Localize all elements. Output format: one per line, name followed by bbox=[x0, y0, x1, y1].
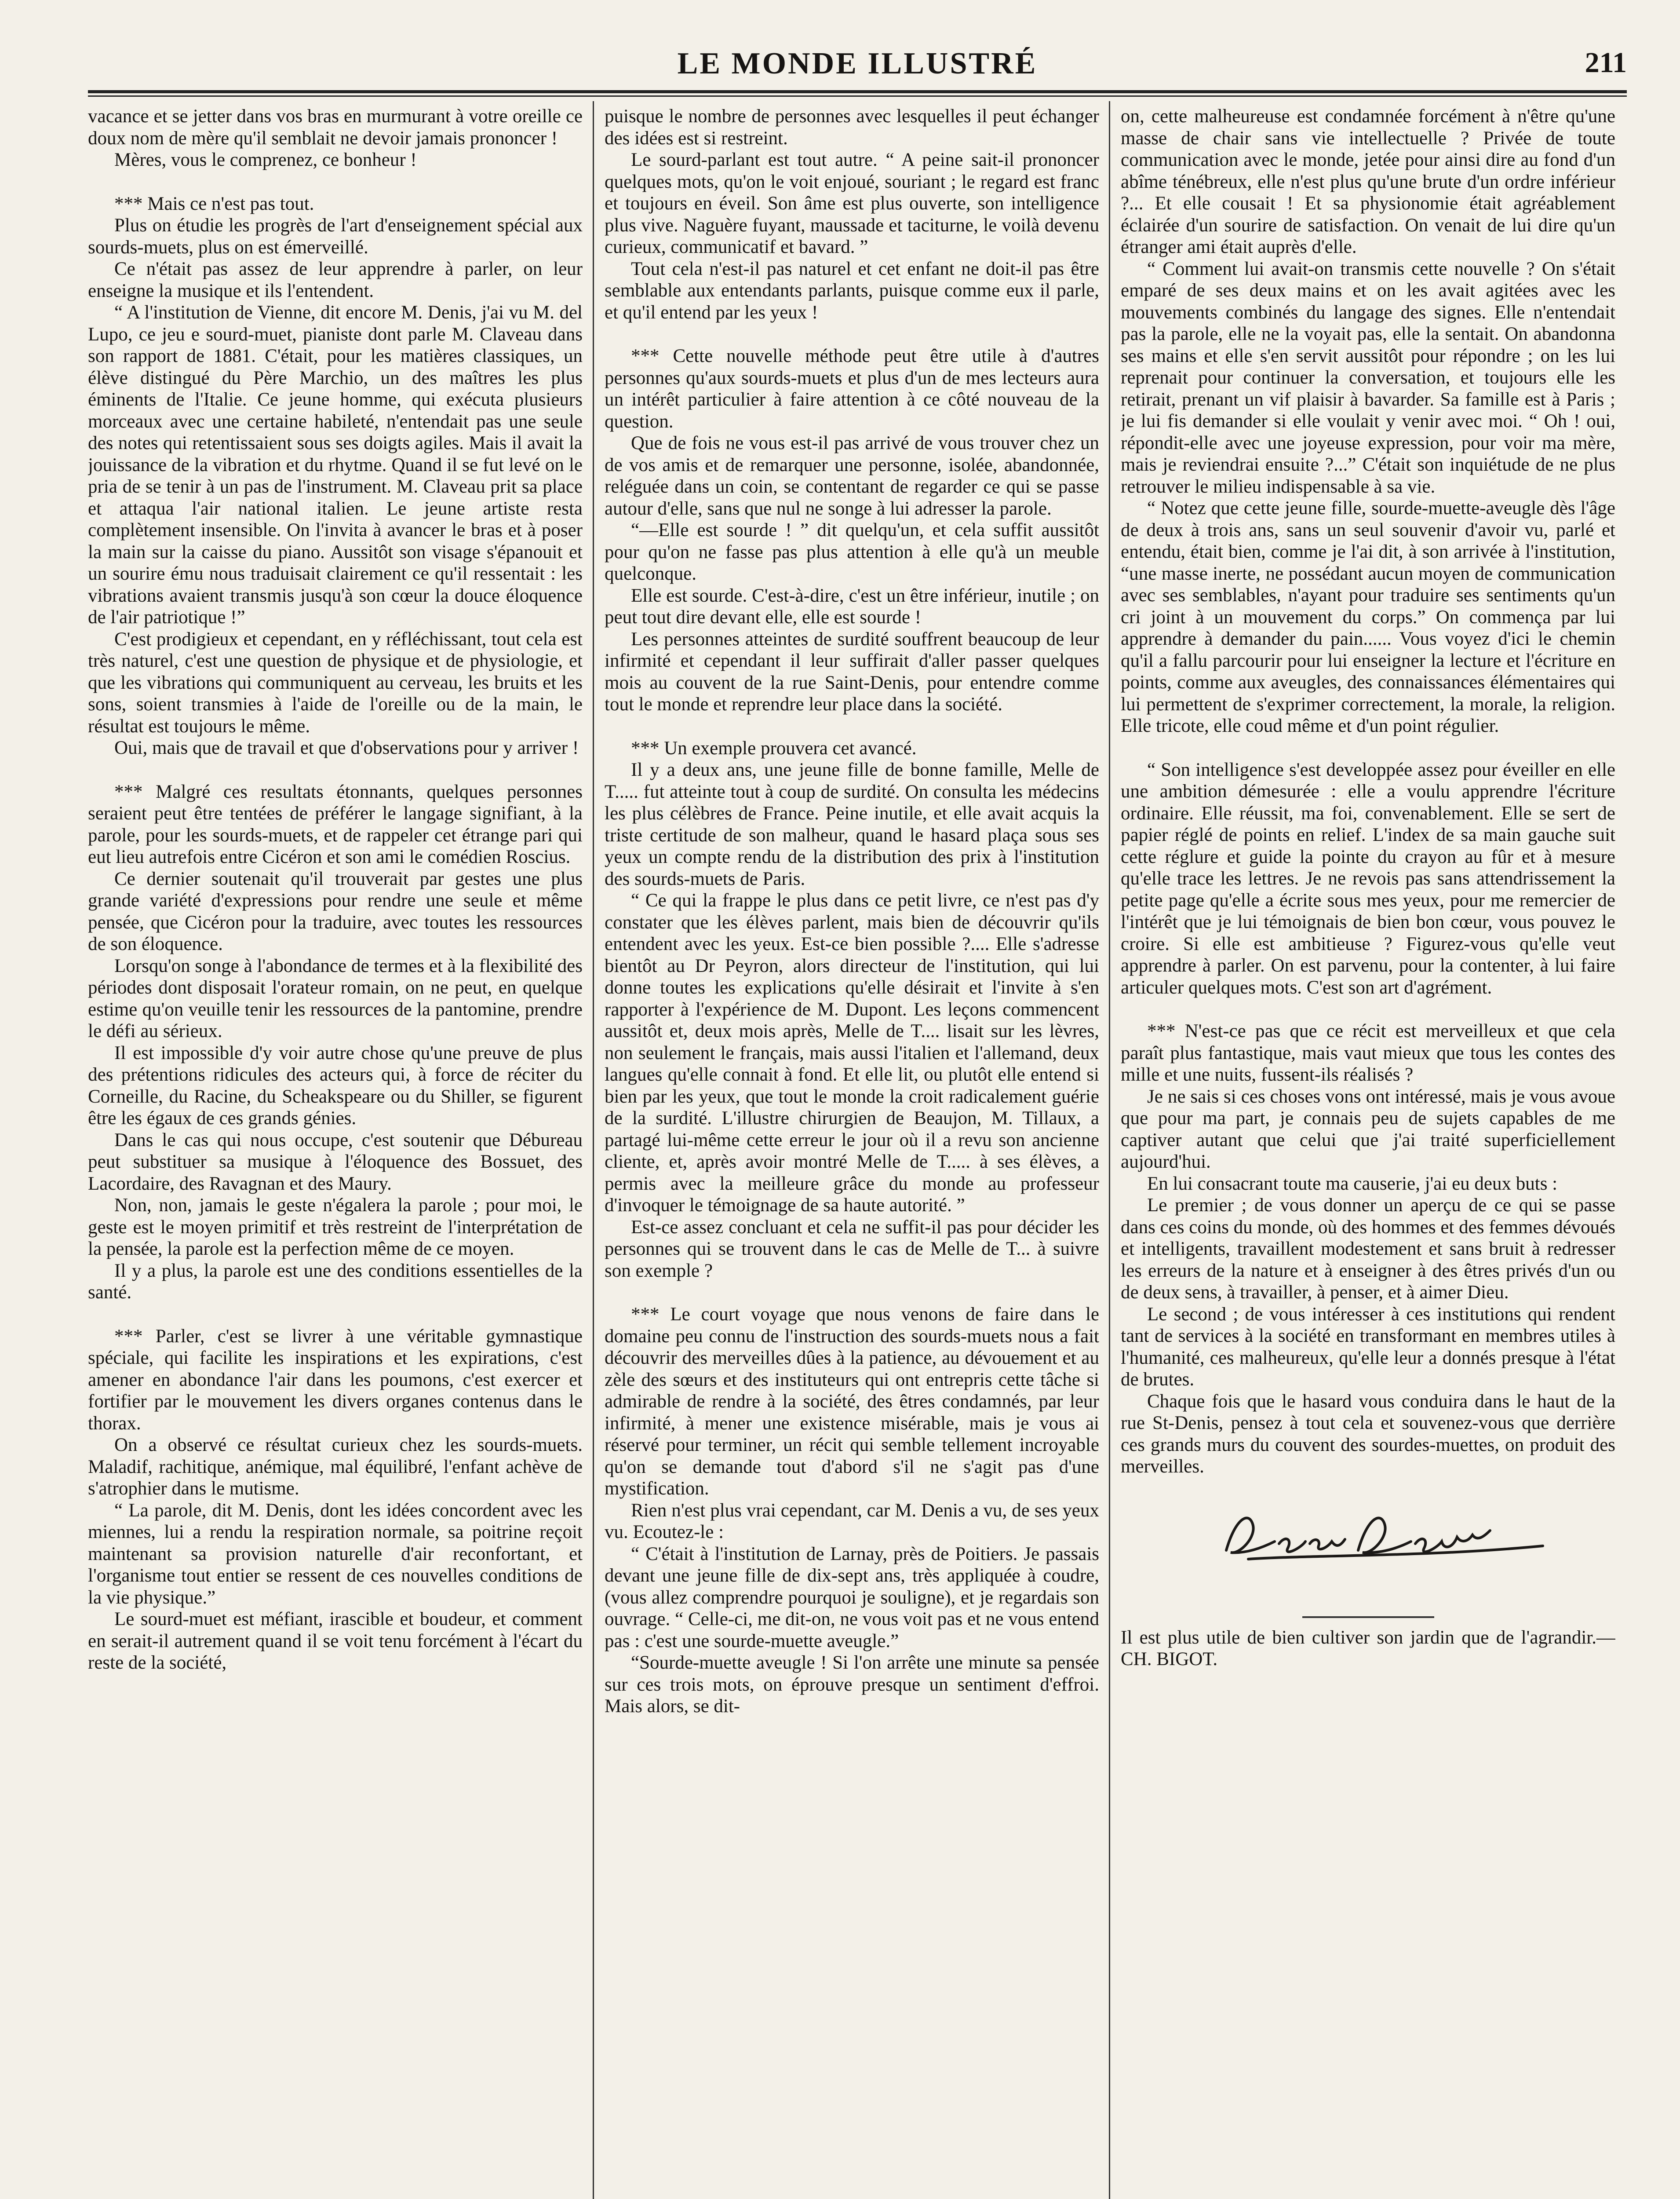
paragraph: Il est impossible d'y voir autre chose qu'une preuve de plus des prétentions ridicules des acteurs qui, à force de réciter du Corneille, du Racine, du Scheakspeare ou du Shiller, se figurent être les égaux de ces grands génies. bbox=[88, 1042, 583, 1129]
separator-rule bbox=[1302, 1616, 1434, 1618]
paragraph: *** Le court voyage que nous venons de faire dans le domaine peu connu de l'instruction des sourds-muets nous a fait découvrir des merveilles dûes à la patience, au dévouement et au zèle des sœurs et des instituteurs qui ont entrepris cette tâche si admirable de rendre à la société, des êtres condamnés, par leur infirmité, à mener une existence misérable, mais je vous ai réservé pour terminer, un récit qui semble tellement incroyable qu'on se demande tout d'abord s'il ne s'agit pas d'une mystification. bbox=[605, 1304, 1099, 1499]
column-divider bbox=[593, 101, 594, 2199]
signature-image bbox=[1209, 1502, 1560, 1568]
paragraph: Le sourd-muet est méfiant, irascible et boudeur, et comment en serait-il autrement quand il se voit tenu forcément à l'écart du reste de la société, bbox=[88, 1609, 583, 1673]
page-header bbox=[88, 46, 1627, 88]
paragraph: Dans le cas qui nous occupe, c'est soutenir que Débureau peut substituer sa musique à l'éloquence des Bossuet, des Lacordaire, des Ravagnan et des Maury. bbox=[88, 1129, 583, 1194]
page-number: 211 bbox=[1585, 47, 1627, 79]
paragraph: “ La parole, dit M. Denis, dont les idées concordent avec les miennes, lui a rendu la respiration normale, sa poitrine reçoit maintenant sa provision naturelle d'air reconfortant, et l'organisme tout entier se ressent de ces nouvelles conditions de la vie physique.” bbox=[88, 1500, 583, 1608]
paragraph: *** Parler, c'est se livrer à une véritable gymnastique spéciale, qui facilite les inspirations et les expirations, c'est amener en abondance l'air dans les poumons, c'est exercer et fortifier par le mouvement les divers organes contenus dans le thorax. bbox=[88, 1326, 583, 1434]
paragraph: Est-ce assez concluant et cela ne suffit-il pas pour décider les personnes qui se trouvent dans le cas de Melle de T... à suivre son exemple ? bbox=[605, 1216, 1099, 1281]
paragraph: Les personnes atteintes de surdité souffrent beaucoup de leur infirmité et cependant il leur suffirait d'aller passer quelques mois au couvent de la rue Saint-Denis, pour entendre comme tout le monde et reprendre leur place dans la société. bbox=[605, 628, 1099, 715]
footer-quote: Il est plus utile de bien cultiver son jardin que de l'agrandir.— CH. BIGOT. bbox=[1121, 1627, 1615, 1669]
paragraph: *** Cette nouvelle méthode peut être utile à d'autres personnes qu'aux sourds-muets et plus d'un de mes lecteurs aura un intérêt particulier à faire attention à ce côté nouveau de la question. bbox=[605, 346, 1099, 432]
paragraph: puisque le nombre de personnes avec lesquelles il peut échanger des idées est si restreint. bbox=[605, 106, 1099, 149]
paragraph: On a observé ce résultat curieux chez les sourds-muets. Maladif, rachitique, anémique, mal équilibré, l'enfant achève de s'atrophier dans le mutisme. bbox=[88, 1435, 583, 1499]
paragraph: *** Un exemple prouvera cet avancé. bbox=[631, 738, 917, 759]
paragraph: Mères, vous le comprenez, ce bonheur ! bbox=[114, 150, 417, 170]
journal-title: LE MONDE ILLUSTRÉ bbox=[677, 47, 1038, 80]
column-divider bbox=[1109, 101, 1110, 2199]
paragraph: Que de fois ne vous est-il pas arrivé de vous trouver chez un de vos amis et de remarquer une personne, isolée, abandonnée, reléguée dans un coin, se contentant de regarder ce qui se passe autour d'elle, sans que nul ne songe à lui adresser la parole. bbox=[605, 433, 1099, 519]
header-rule-thin bbox=[88, 95, 1627, 97]
paragraph: “ Son intelligence s'est developpée assez pour éveiller en elle une ambition démesurée : elle a voulu apprendre l'écriture ordinaire. Elle réussit, ma foi, convenablement. Elle se sert de papier réglé de points en relief. L'index de sa main gauche suit cette réglure et guide la pointe du crayon au fûr et à mesure qu'elle trace les lettres. Je ne revois pas sans attendrissement la petite page qu'elle a écrite sous mes yeux, pour me remercier de l'intérêt que je lui témoignais de bien bon cœur, vous pouvez le croire. Si elle est ambitieuse ? Figurez-vous qu'elle veut apprendre à parler. On est parvenu, pour la contenter, à lui faire articuler quelques mots. C'est son art d'agrément. bbox=[1121, 759, 1615, 998]
text-column-3 bbox=[1121, 106, 1615, 2199]
paragraph: Oui, mais que de travail et que d'observations pour y arriver ! bbox=[114, 738, 579, 758]
paragraph: *** Mais ce n'est pas tout. bbox=[114, 193, 314, 214]
text-column-2 bbox=[605, 106, 1099, 2199]
paragraph: “ C'était à l'institution de Larnay, près de Poitiers. Je passais devant une jeune fille de dix-sept ans, très appliquée à coudre, (vous allez comprendre pourquoi je souligne), et je regardais son ouvrage. “ Celle-ci, me dit-on, ne vous voit pas et ne vous entend pas : c'est une sourde-muette aveugle.” bbox=[605, 1543, 1099, 1651]
paragraph: *** N'est-ce pas que ce récit est merveilleux et que cela paraît plus fantastique, mais vaut mieux que tous les contes des mille et une nuits, fussent-ils réalisés ? bbox=[1121, 1021, 1615, 1085]
paragraph: “ Notez que cette jeune fille, sourde-muette-aveugle dès l'âge de deux à trois ans, sans un seul souvenir d'avoir vu, parlé et entendu, était bien, comme je l'ai dit, à son arrivée à l'institution, “une masse inerte, ne possédant aucun moyen de communication avec ses semblables, n'ayant pour traduire ses sentiments qu'un cri joint à un mouvement du corps.” On commença par lui apprendre à demander du pain...... Vous voyez d'ici le chemin qu'il a fallu parcourir pour lui enseigner la lecture et l'écriture en points, comme aux aveugles, des connaissances élémentaires qui lui permettent de s'exprimer correctement, la morale, la religion. Elle tricote, elle coud même et d'un point régulier. bbox=[1121, 498, 1615, 736]
text-column-3-body bbox=[1121, 106, 1615, 1478]
paragraph: Il y a plus, la parole est une des conditions essentielles de la santé. bbox=[88, 1260, 583, 1303]
paragraph: Rien n'est plus vrai cependant, car M. Denis a vu, de ses yeux vu. Ecoutez-le : bbox=[605, 1500, 1099, 1542]
paragraph: “—Elle est sourde ! ” dit quelqu'un, et cela suffit aussitôt pour qu'on ne fasse pas plus attention à elle qu'à un meuble quelconque. bbox=[605, 520, 1099, 584]
paragraph: Chaque fois que le hasard vous conduira dans le haut de la rue St-Denis, pensez à tout cela et souvenez-vous que derrière ces grands murs du couvent des sourdes-muettes, on produit des merveilles. bbox=[1121, 1391, 1615, 1477]
paragraph: Il y a deux ans, une jeune fille de bonne famille, Melle de T..... fut atteinte tout à coup de surdité. On consulta les médecins les plus célèbres de France. Peine inutile, et elle avait acquis la triste certitude de son malheur, quand le hasard plaça sous ses yeux un compte rendu de la distribution des prix à l'institution des sourds-muets de Paris. bbox=[605, 760, 1099, 889]
paragraph: Le second ; de vous intéresser à ces institutions qui rendent tant de services à la société en transformant en membres utiles à l'humanité, ces malheureux, qu'elle leur a donnés presque à l'état de brutes. bbox=[1121, 1304, 1615, 1390]
paragraph: Lorsqu'on songe à l'abondance de termes et à la flexibilité des périodes dont disposait l'orateur romain, on ne peut, en quelque estime qu'on veuille tenir les ressources de la pantomine, prendre le défi au sérieux. bbox=[88, 955, 583, 1041]
paragraph: “ A l'institution de Vienne, dit encore M. Denis, j'ai vu M. del Lupo, ce jeu e sourd-muet, pianiste dont parle M. Claveau dans son rapport de 1881. C'était, pour les matières classiques, un élève distingué du Père Marchio, un des maîtres les plus éminents de l'Italie. Ce jeune homme, qui exécuta plusieurs morceaux avec une certaine habileté, n'entendait pas une seule des notes qui retentissaient sous ses doigts agiles. Mais il avait la jouissance de la vibration et du rhytme. Quand il se fut levé on le pria de se tenir à un pas de l'instrument. M. Claveau prit sa place et attaqua l'air national italien. Le jeune artiste resta complètement insensible. On l'invita à avancer le bras et à poser la main sur la caisse du piano. Aussitôt son visage s'épanouit et un sourire ému nous traduisait clairement ce qu'il ressentait : les vibrations avaient transmis jusqu'à son cœur la douce éloquence de l'air patriotique !” bbox=[88, 302, 583, 628]
paragraph: *** Malgré ces resultats étonnants, quelques personnes seraient peut être tentées de préférer le langage signifiant, à la parole, pour les sourds-muets, et de rappeler cet étrange pari qui eut lieu autrefois entre Cicéron et son ami le comédien Roscius. bbox=[88, 781, 583, 867]
paragraph: “ Comment lui avait-on transmis cette nouvelle ? On s'était emparé de ses deux mains et on les avait agitées avec les mouvements combinés du langage des signes. Elle n'entendait pas la parole, elle ne la voyait pas, elle la sentait. On abandonna ses mains et elle s'en servit aussitôt pour répondre ; on les lui reprenait pour continuer la conversation, et toujours elle les retirait, prenant un vif plaisir à bavarder. Sa famille est à Paris ; je lui fis demander si elle voulait y venir avec moi. “ Oh ! oui, répondit-elle avec une joyeuse expression, pour voir ma mère, mais je reviendrai ensuite ?...” C'était son inquiétude de ne plus retrouver le milieu indispensable à sa vie. bbox=[1121, 258, 1615, 497]
paragraph: Le sourd-parlant est tout autre. “ A peine sait-il prononcer quelques mots, qu'on le voit enjoué, souriant ; le regard est franc et toujours en éveil. Son âme est plus ouverte, son intelligence plus vive. Naguère fuyant, maussade et taciturne, le voilà devenu curieux, communicatif et bavard. ” bbox=[605, 150, 1099, 257]
signature bbox=[1121, 1502, 1615, 1568]
paragraph: vacance et se jetter dans vos bras en murmurant à votre oreille ce doux nom de mère qu'il semblait ne devoir jamais prononcer ! bbox=[88, 106, 583, 149]
paragraph: Elle est sourde. C'est-à-dire, c'est un être inférieur, inutile ; on peut tout dire devant elle, elle est sourde ! bbox=[605, 585, 1099, 628]
paragraph: Ce n'était pas assez de leur apprendre à parler, on leur enseigne la musique et ils l'entendent. bbox=[88, 259, 583, 301]
header-rule-thick bbox=[88, 90, 1627, 93]
paragraph: Je ne sais si ces choses vons ont intéressé, mais je vous avoue que pour ma part, je connais peu de sujets capables de me captiver autant que celui que j'ai traité superficiellement aujourd'hui. bbox=[1121, 1086, 1615, 1172]
paragraph: En lui consacrant toute ma causerie, j'ai eu deux buts : bbox=[1147, 1173, 1558, 1194]
paragraph: Tout cela n'est-il pas naturel et cet enfant ne doit-il pas être semblable aux entendants parlants, puisque comme eux il parle, et qu'il entend par les yeux ! bbox=[605, 258, 1099, 323]
text-column-1 bbox=[88, 106, 583, 2199]
paragraph: Ce dernier soutenait qu'il trouverait par gestes une plus grande variété d'expressions pour rendre une seule et même pensée, que Cicéron pour la traduire, avec toutes les ressources de son éloquence. bbox=[88, 868, 583, 954]
paragraph: C'est prodigieux et cependant, en y réfléchissant, tout cela est très naturel, c'est une question de physique et de physiologie, et que les vibrations qui communiquent au cerveau, les bruits et les sons, soient transmies à l'aide de l'oreille ou de la main, le résultat est toujours le même. bbox=[88, 628, 583, 737]
paragraph: “ Ce qui la frappe le plus dans ce petit livre, ce n'est pas d'y constater que les élèves parlent, mais bien de découvrir qu'ils entendent avec les yeux. Est-ce bien possible ?.... Elle s'adresse bientôt au Dr Peyron, alors directeur de l'institution, qui lui donne toutes les explications qu'elle désirait et l'invite à s'en rapporter à l'expérience de M. Dupont. Les leçons commencent aussitôt et, deux mois après, Melle de T.... lisait sur les lèvres, non seulement le français, mais aussi l'italien et l'allemand, deux langues qu'elle connait à fond. Et elle lit, ou plutôt elle entend si bien par les yeux, que tout le monde la croit radicalement guérie de la surdité. L'illustre chirurgien de Beaujon, M. Tillaux, a partagé lui-même cette erreur le jour où il a revu son ancienne cliente, et, après avoir montré Melle de T..... à ses élèves, a permis avec la meilleure grâce du monde au professeur d'invoquer le témoignage de sa haute autorité. ” bbox=[605, 890, 1099, 1216]
paragraph: Non, non, jamais le geste n'égalera la parole ; pour moi, le geste est le moyen primitif et très restreint de l'interprétation de la pensée, la parole est la perfection même de ce moyen. bbox=[88, 1195, 583, 1259]
paragraph: “Sourde-muette aveugle ! Si l'on arrête une minute sa pensée sur ces trois mots, on éprouve presque un sentiment d'effroi. Mais alors, se dit- bbox=[605, 1652, 1099, 1717]
paragraph: Le premier ; de vous donner un aperçu de ce qui se passe dans ces coins du monde, où des hommes et des femmes dévoués et intelligents, travaillent modestement et sans bruit à redresser les erreurs de la nature et à enseigner à des êtres privés d'un ou de deux sens, à travailler, à penser, et à aimer Dieu. bbox=[1121, 1195, 1615, 1303]
paragraph: Plus on étudie les progrès de l'art d'enseignement spécial aux sourds-muets, plus on est émerveillé. bbox=[88, 215, 583, 258]
paragraph: on, cette malheureuse est condamnée forcément à n'être qu'une masse de chair sans vie intellectuelle ? Privée de toute communication avec le monde, jetée pour ainsi dire au fond d'un abîme ténébreux, elle n'est plus qu'une brute d'un ordre inférieur ?... Et elle cousait ! Et sa physionomie était agréablement éclairée d'un sourire de satisfaction. On venait de lui dire qu'un étranger ami était auprès d'elle. bbox=[1121, 106, 1615, 257]
